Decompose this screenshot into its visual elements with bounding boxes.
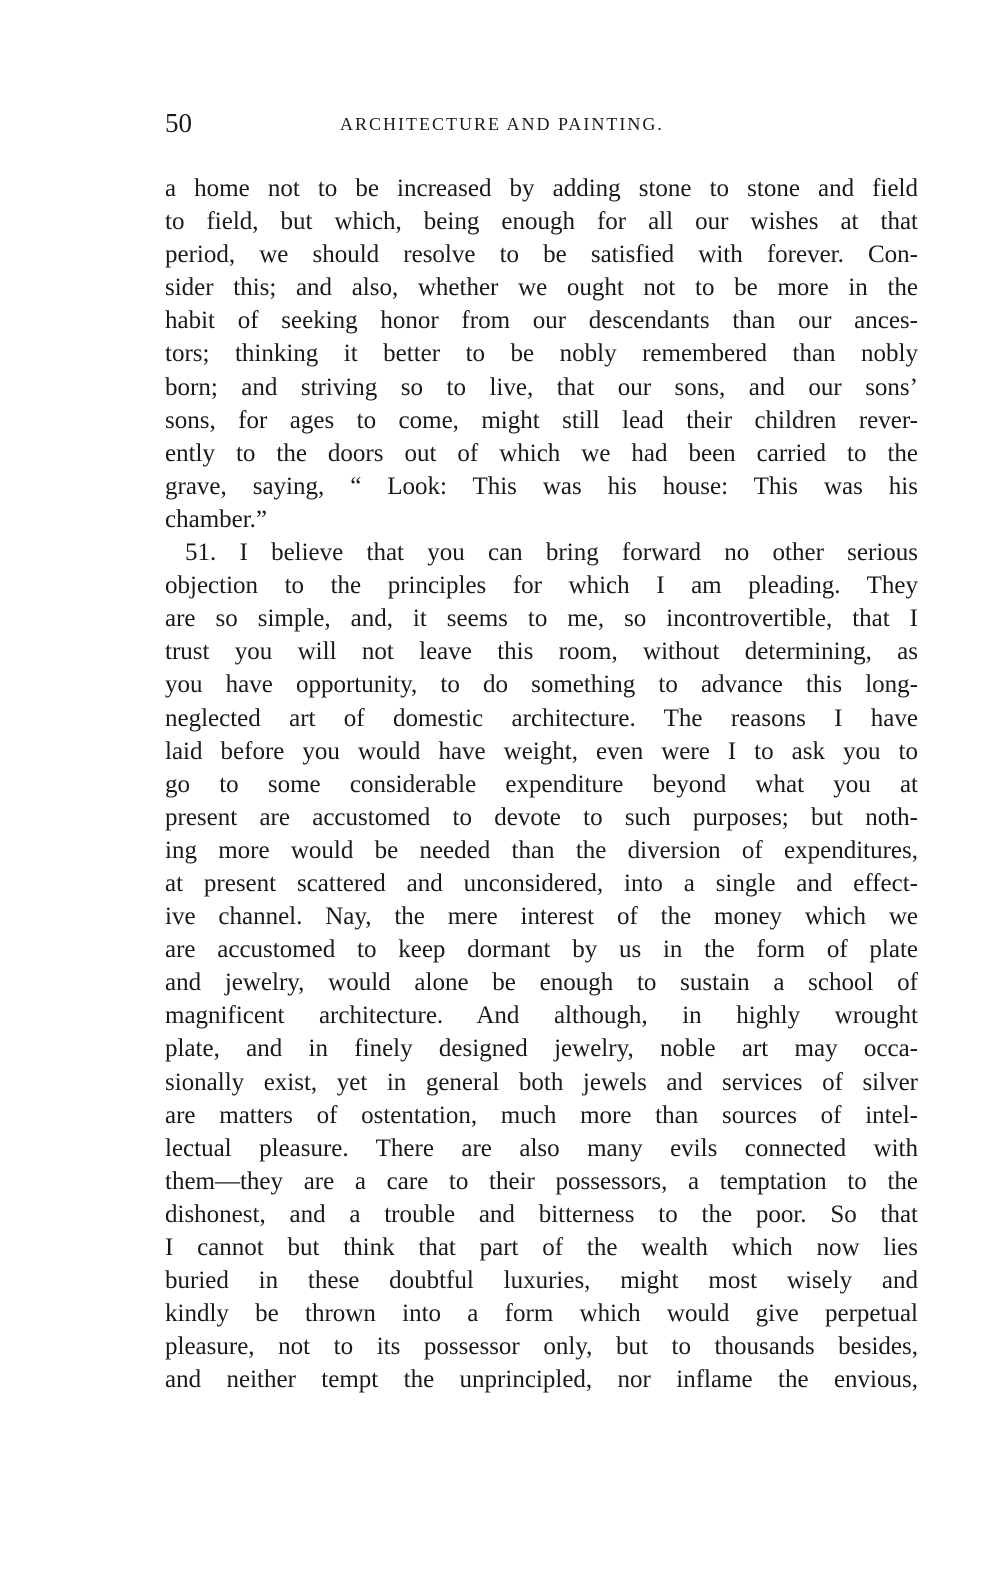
text-line: period, we should resolve to be satisfied with forever. Con- (165, 241, 918, 269)
text-line: tors; thinking it better to be nobly remembered than nobly (165, 340, 918, 368)
text-line: at present scattered and unconsidered, into a single and effect- (165, 869, 918, 897)
text-line: ive channel. Nay, the mere interest of the money which we (165, 903, 918, 931)
text-line: plate, and in finely designed jewelry, noble art may occa- (165, 1035, 918, 1063)
text-line: objection to the principles for which I am pleading. They (165, 572, 918, 600)
text-line: lectual pleasure. There are also many evils connected with (165, 1134, 918, 1162)
page-header (165, 108, 918, 142)
text-line: a home not to be increased by adding stone to stone and field (165, 175, 918, 202)
text-line: you have opportunity, to do something to advance this long- (165, 671, 918, 699)
page-number: 50 (165, 108, 192, 138)
text-line: sons, for ages to come, might still lead their children rever- (165, 406, 918, 434)
page-body (165, 172, 918, 1396)
text-line: are matters of ostentation, much more than sources of intel- (165, 1101, 918, 1129)
text-line: neglected art of domestic architecture. The reasons I have (165, 704, 918, 732)
text-line: grave, saying, “ Look: This was his house: This was his (165, 472, 918, 500)
text-line: habit of seeking honor from our descendants than our ances- (165, 307, 918, 335)
text-line: are so simple, and, it seems to me, so incontrovertible, that I (165, 605, 918, 633)
running-title: ARCHITECTURE AND PAINTING. (340, 114, 664, 134)
text-line: to field, but which, being enough for all our wishes at that (165, 208, 918, 236)
text-line: ently to the doors out of which we had been carried to the (165, 439, 918, 467)
text-line: are accustomed to keep dormant by us in the form of plate (165, 936, 918, 964)
text-line: sionally exist, yet in general both jewels and services of silver (165, 1068, 918, 1096)
text-line: and jewelry, would alone be enough to sustain a school of (165, 969, 918, 997)
text-line: sider this; and also, whether we ought not to be more in the (165, 274, 918, 302)
text-line: go to some considerable expenditure beyond what you at (165, 770, 918, 798)
text-line: and neither tempt the unprincipled, nor inflame the envious, (165, 1366, 918, 1394)
text-line: I cannot but think that part of the wealth which now lies (165, 1234, 918, 1261)
text-line: ing more would be needed than the diversion of expenditures, (165, 836, 918, 864)
text-line: kindly be thrown into a form which would give perpetual (165, 1300, 918, 1328)
text-line: chamber.” (165, 505, 268, 533)
text-line: dishonest, and a trouble and bitterness to the poor. So that (165, 1200, 918, 1228)
text-line: laid before you would have weight, even were I to ask you to (165, 737, 918, 765)
text-line: them—they are a care to their possessors, a temptation to the (165, 1167, 918, 1195)
text-line: magnificent architecture. And although, in highly wrought (165, 1002, 918, 1030)
text-line: 51. I believe that you can bring forward no other serious (185, 539, 918, 567)
text-line: born; and striving so to live, that our sons, and our sons’ (165, 373, 918, 401)
text-line: present are accustomed to devote to such purposes; but noth- (165, 803, 918, 831)
text-line: buried in these doubtful luxuries, might most wisely and (165, 1267, 918, 1295)
text-line: pleasure, not to its possessor only, but to thousands besides, (165, 1333, 918, 1361)
text-line: trust you will not leave this room, without determining, as (165, 638, 918, 666)
